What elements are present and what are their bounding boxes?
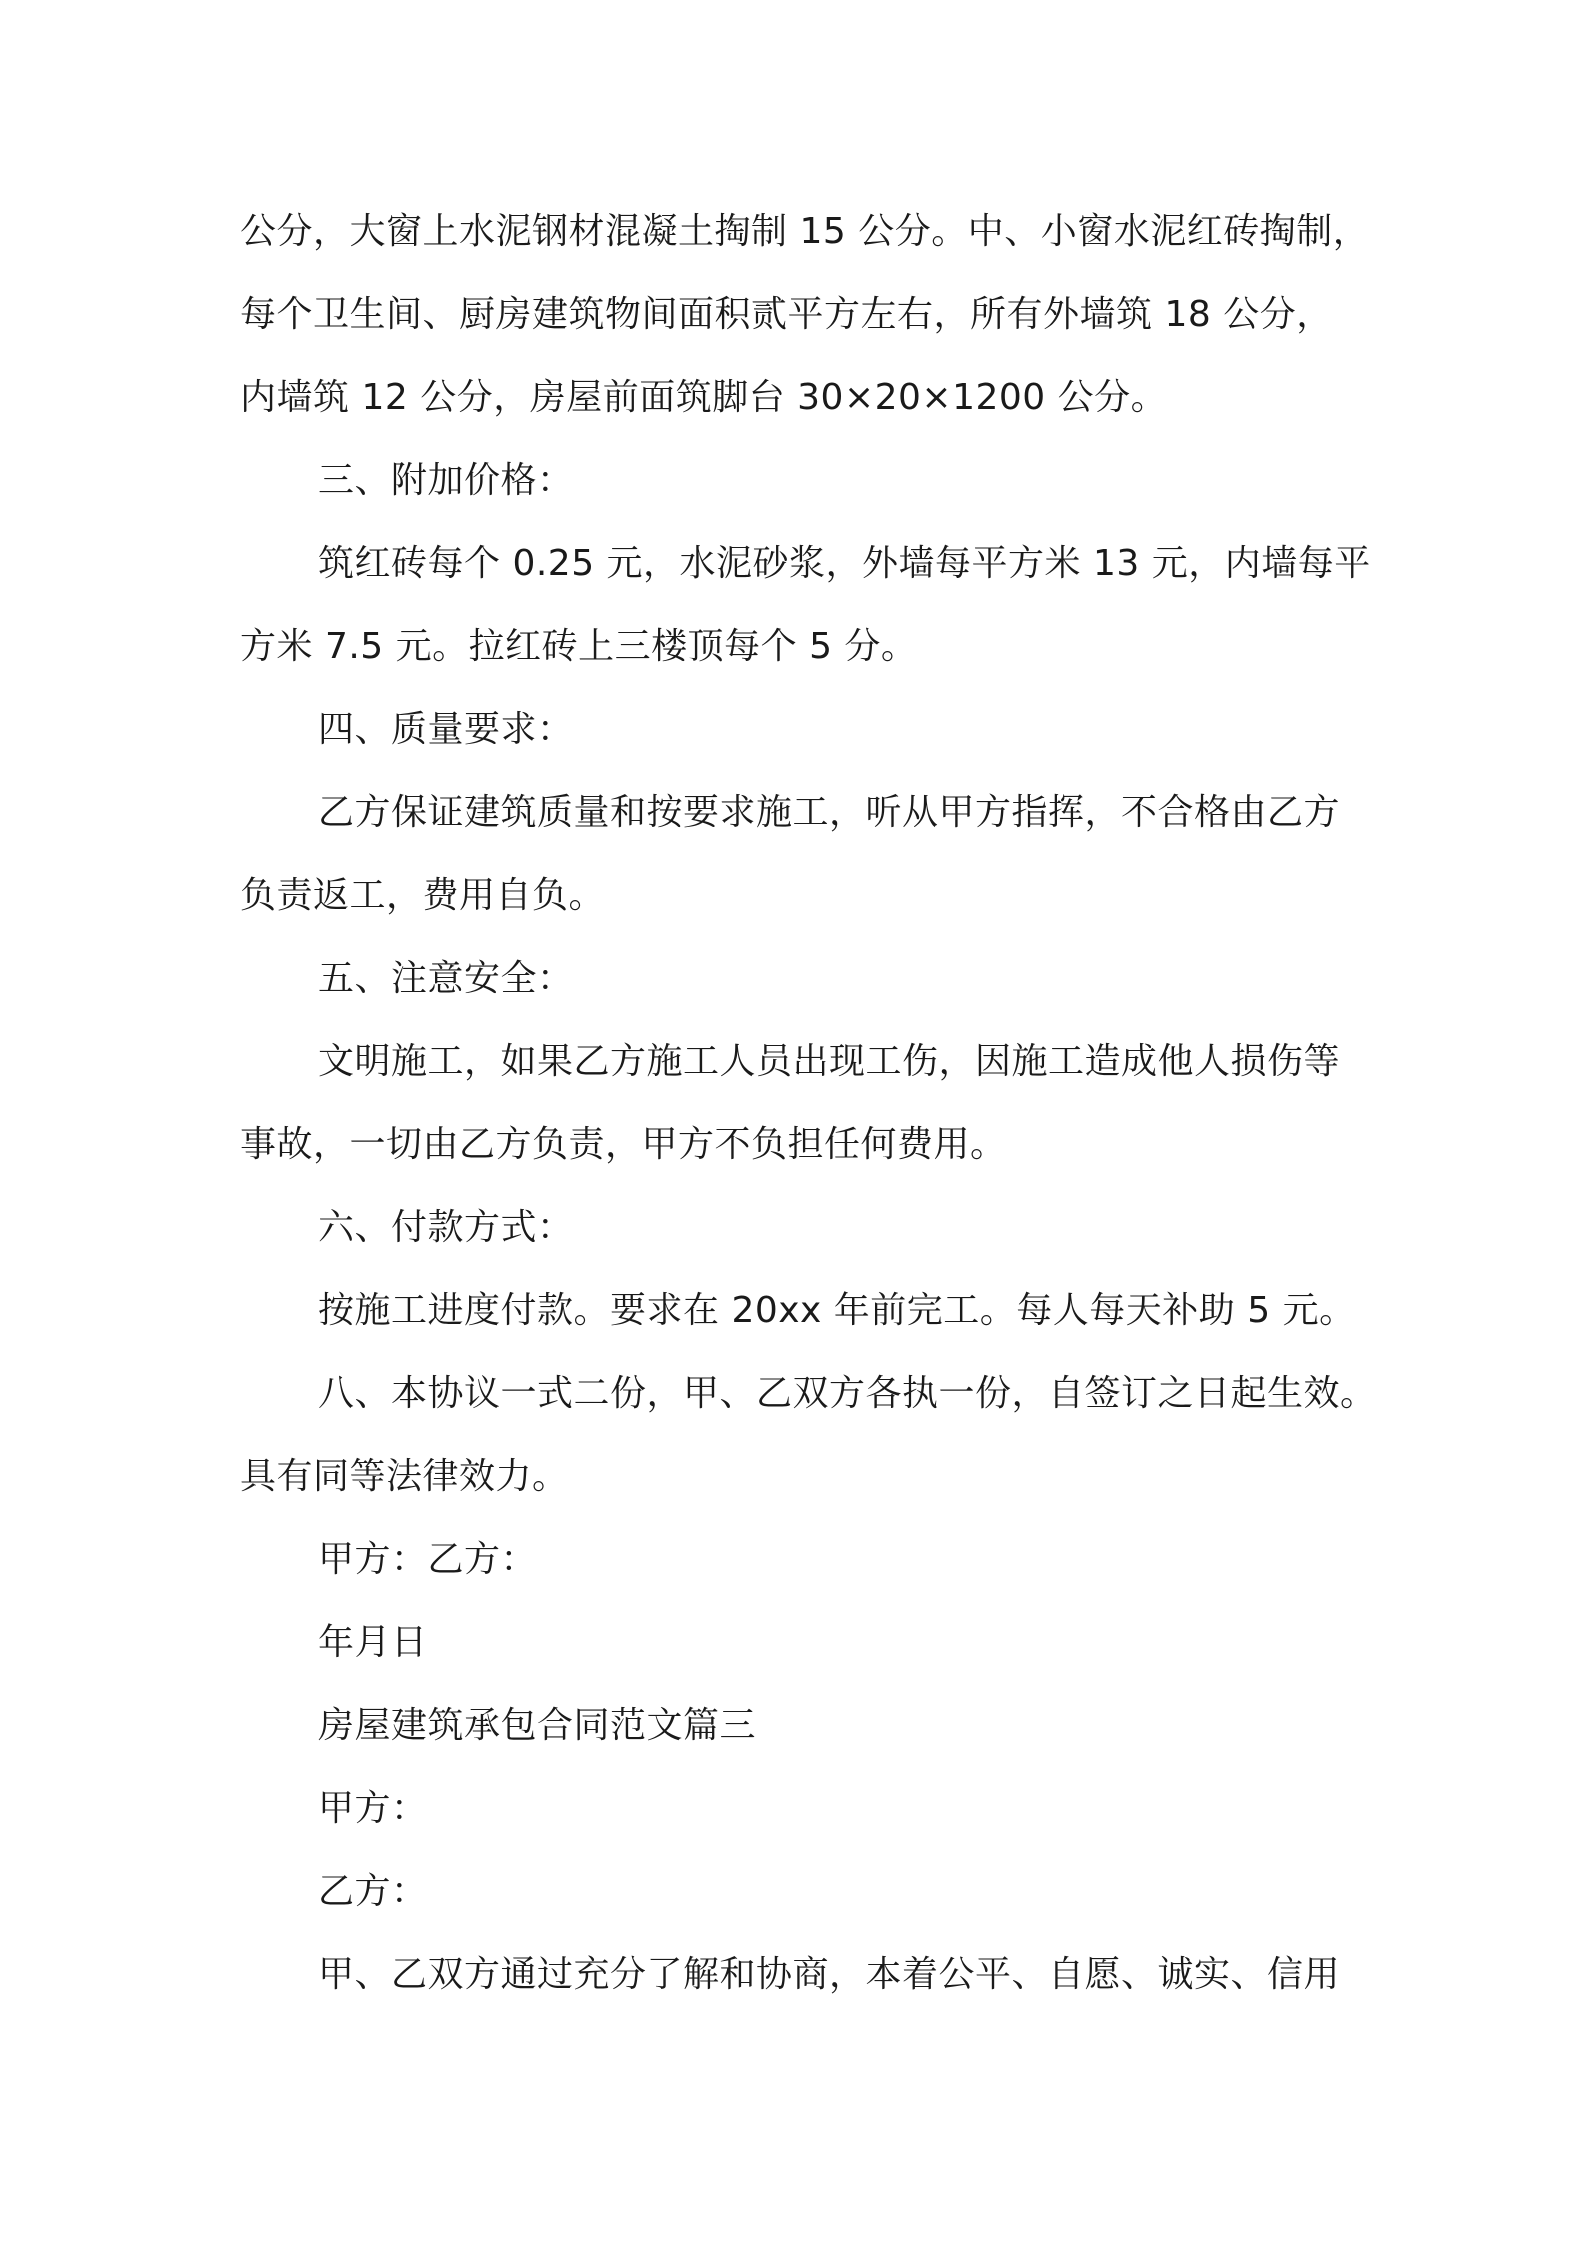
- signature-parties: 甲方：乙方：: [318, 1539, 538, 1580]
- text-line: 按施工进度付款。要求在 20xx 年前完工。每人每天补助 5 元。: [318, 1290, 1356, 1331]
- text-line: 八、本协议一式二份，甲、乙双方各执一份，自签订之日起生效。: [318, 1373, 1377, 1414]
- signature-date: 年月日: [318, 1622, 428, 1663]
- party-b-label: 乙方：: [318, 1871, 428, 1912]
- section-heading-quality: 四、质量要求：: [318, 709, 574, 750]
- text-line: 具有同等法律效力。: [240, 1456, 569, 1497]
- document-title: 房屋建筑承包合同范文篇三: [318, 1705, 757, 1746]
- party-a-label: 甲方：: [318, 1788, 428, 1829]
- text-line: 事故，一切由乙方负责，甲方不负担任何费用。: [240, 1124, 1007, 1165]
- text-line: 乙方保证建筑质量和按要求施工，听从甲方指挥，不合格由乙方: [318, 792, 1341, 833]
- text-line: 内墙筑 12 公分，房屋前面筑脚台 30×20×1200 公分。: [240, 377, 1168, 418]
- section-heading-additional-price: 三、附加价格：: [318, 460, 574, 501]
- section-heading-safety: 五、注意安全：: [318, 958, 574, 999]
- text-line: 每个卫生间、厨房建筑物间面积贰平方左右，所有外墙筑 18 公分，: [240, 294, 1333, 335]
- text-line: 负责返工，费用自负。: [240, 875, 606, 916]
- text-line: 甲、乙双方通过充分了解和协商，本着公平、自愿、诚实、信用: [318, 1954, 1341, 1995]
- text-line: 筑红砖每个 0.25 元，水泥砂浆，外墙每平方米 13 元，内墙每平: [318, 543, 1371, 584]
- section-heading-payment: 六、付款方式：: [318, 1207, 574, 1248]
- document-body: [240, 190, 1380, 2016]
- text-line: 文明施工，如果乙方施工人员出现工伤，因施工造成他人损伤等: [318, 1041, 1341, 1082]
- text-line: 方米 7.5 元。拉红砖上三楼顶每个 5 分。: [240, 626, 918, 667]
- text-line: 公分，大窗上水泥钢材混凝土掏制 15 公分。中、小窗水泥红砖掏制，: [240, 211, 1370, 252]
